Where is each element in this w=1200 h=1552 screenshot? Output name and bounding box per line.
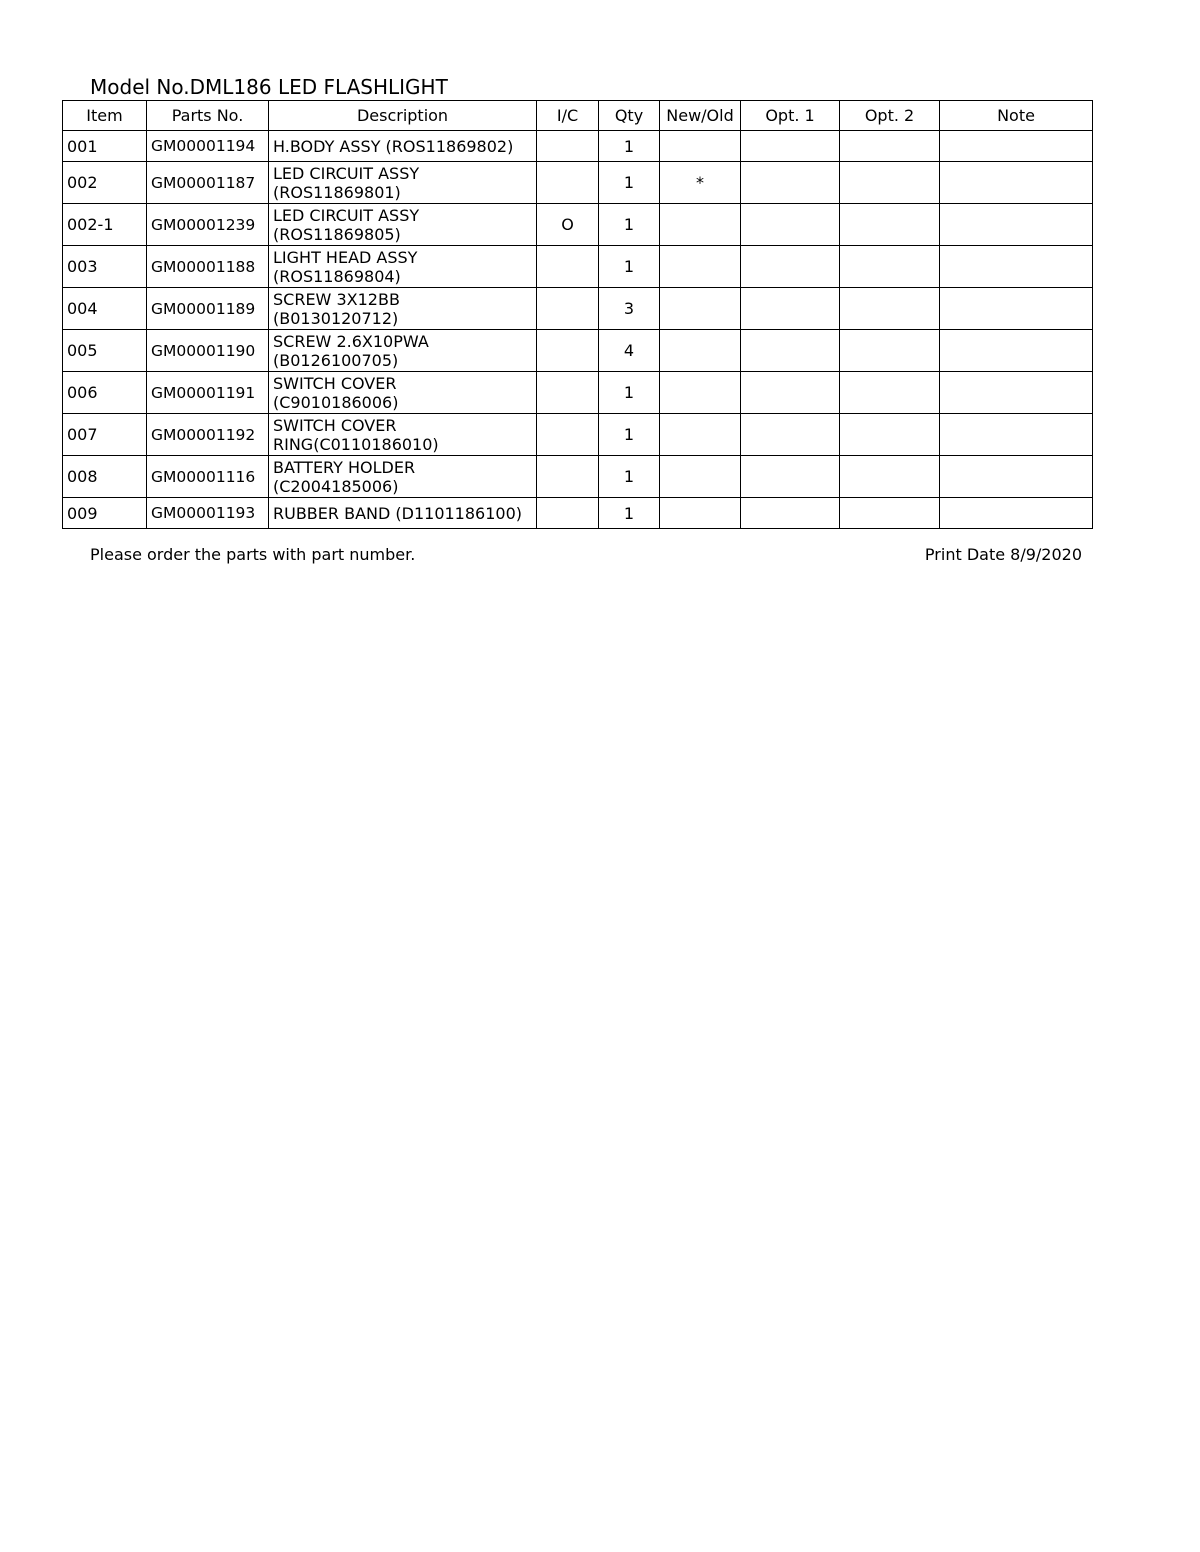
cell-item: 005	[63, 330, 147, 372]
cell-opt2	[840, 246, 940, 288]
cell-new-old	[660, 330, 741, 372]
cell-note	[940, 162, 1093, 204]
cell-note	[940, 131, 1093, 162]
header-note: Note	[940, 101, 1093, 131]
cell-description: SCREW 3X12BB (B0130120712)	[269, 288, 537, 330]
cell-opt1	[741, 246, 840, 288]
cell-new-old	[660, 456, 741, 498]
cell-ic	[537, 131, 599, 162]
cell-opt1	[741, 372, 840, 414]
cell-note	[940, 414, 1093, 456]
cell-item: 003	[63, 246, 147, 288]
cell-qty: 4	[599, 330, 660, 372]
cell-qty: 1	[599, 162, 660, 204]
cell-qty: 1	[599, 456, 660, 498]
header-description: Description	[269, 101, 537, 131]
cell-qty: 1	[599, 414, 660, 456]
table-row	[63, 372, 1093, 414]
cell-ic	[537, 414, 599, 456]
cell-new-old	[660, 131, 741, 162]
cell-opt2	[840, 204, 940, 246]
cell-description: SWITCH COVER RING(C0110186010)	[269, 414, 537, 456]
cell-opt1	[741, 498, 840, 529]
cell-description: SCREW 2.6X10PWA (B0126100705)	[269, 330, 537, 372]
table-row	[63, 246, 1093, 288]
cell-description: LED CIRCUIT ASSY (ROS11869801)	[269, 162, 537, 204]
cell-item: 001	[63, 131, 147, 162]
cell-ic: O	[537, 204, 599, 246]
cell-qty: 1	[599, 372, 660, 414]
table-row	[63, 456, 1093, 498]
cell-qty: 1	[599, 498, 660, 529]
cell-part-no: GM00001188	[147, 246, 269, 288]
cell-new-old	[660, 372, 741, 414]
cell-part-no: GM00001190	[147, 330, 269, 372]
cell-qty: 1	[599, 131, 660, 162]
table-row	[63, 330, 1093, 372]
cell-new-old	[660, 288, 741, 330]
cell-description: SWITCH COVER (C9010186006)	[269, 372, 537, 414]
cell-opt1	[741, 288, 840, 330]
header-ic: I/C	[537, 101, 599, 131]
cell-ic	[537, 456, 599, 498]
cell-opt2	[840, 162, 940, 204]
cell-opt2	[840, 330, 940, 372]
header-parts-no: Parts No.	[147, 101, 269, 131]
table-row	[63, 498, 1093, 529]
cell-part-no: GM00001192	[147, 414, 269, 456]
cell-opt1	[741, 131, 840, 162]
cell-opt1	[741, 456, 840, 498]
cell-opt1	[741, 330, 840, 372]
header-opt1: Opt. 1	[741, 101, 840, 131]
cell-opt2	[840, 498, 940, 529]
cell-description: LIGHT HEAD ASSY (ROS11869804)	[269, 246, 537, 288]
cell-item: 008	[63, 456, 147, 498]
cell-note	[940, 372, 1093, 414]
cell-ic	[537, 372, 599, 414]
cell-ic	[537, 162, 599, 204]
cell-qty: 3	[599, 288, 660, 330]
cell-note	[940, 498, 1093, 529]
cell-new-old	[660, 204, 741, 246]
cell-ic	[537, 246, 599, 288]
parts-table	[62, 100, 1093, 529]
cell-part-no: GM00001189	[147, 288, 269, 330]
cell-qty: 1	[599, 246, 660, 288]
cell-opt1	[741, 162, 840, 204]
cell-note	[940, 456, 1093, 498]
table-header-row	[63, 101, 1093, 131]
cell-part-no: GM00001191	[147, 372, 269, 414]
cell-new-old: *	[660, 162, 741, 204]
header-opt2: Opt. 2	[840, 101, 940, 131]
order-note: Please order the parts with part number.	[90, 545, 416, 564]
cell-part-no: GM00001187	[147, 162, 269, 204]
cell-opt2	[840, 288, 940, 330]
cell-part-no: GM00001116	[147, 456, 269, 498]
header-item: Item	[63, 101, 147, 131]
cell-qty: 1	[599, 204, 660, 246]
cell-note	[940, 330, 1093, 372]
cell-part-no: GM00001239	[147, 204, 269, 246]
cell-description: BATTERY HOLDER (C2004185006)	[269, 456, 537, 498]
cell-opt2	[840, 372, 940, 414]
cell-note	[940, 246, 1093, 288]
cell-new-old	[660, 246, 741, 288]
table-row	[63, 162, 1093, 204]
cell-item: 006	[63, 372, 147, 414]
cell-ic	[537, 288, 599, 330]
cell-item: 002	[63, 162, 147, 204]
cell-item: 004	[63, 288, 147, 330]
cell-part-no: GM00001194	[147, 131, 269, 162]
cell-item: 009	[63, 498, 147, 529]
table-row	[63, 288, 1093, 330]
cell-new-old	[660, 498, 741, 529]
table-row	[63, 131, 1093, 162]
cell-opt2	[840, 131, 940, 162]
table-row	[63, 204, 1093, 246]
page-title: Model No.DML186 LED FLASHLIGHT	[90, 75, 448, 99]
cell-description: RUBBER BAND (D1101186100)	[269, 498, 537, 529]
cell-opt2	[840, 456, 940, 498]
header-new-old: New/Old	[660, 101, 741, 131]
cell-opt2	[840, 414, 940, 456]
cell-note	[940, 204, 1093, 246]
cell-item: 002-1	[63, 204, 147, 246]
header-qty: Qty	[599, 101, 660, 131]
cell-item: 007	[63, 414, 147, 456]
table-row	[63, 414, 1093, 456]
cell-ic	[537, 498, 599, 529]
print-date: Print Date 8/9/2020	[924, 545, 1082, 564]
cell-ic	[537, 330, 599, 372]
cell-opt1	[741, 204, 840, 246]
cell-description: LED CIRCUIT ASSY (ROS11869805)	[269, 204, 537, 246]
cell-opt1	[741, 414, 840, 456]
cell-new-old	[660, 414, 741, 456]
cell-part-no: GM00001193	[147, 498, 269, 529]
cell-description: H.BODY ASSY (ROS11869802)	[269, 131, 537, 162]
cell-note	[940, 288, 1093, 330]
